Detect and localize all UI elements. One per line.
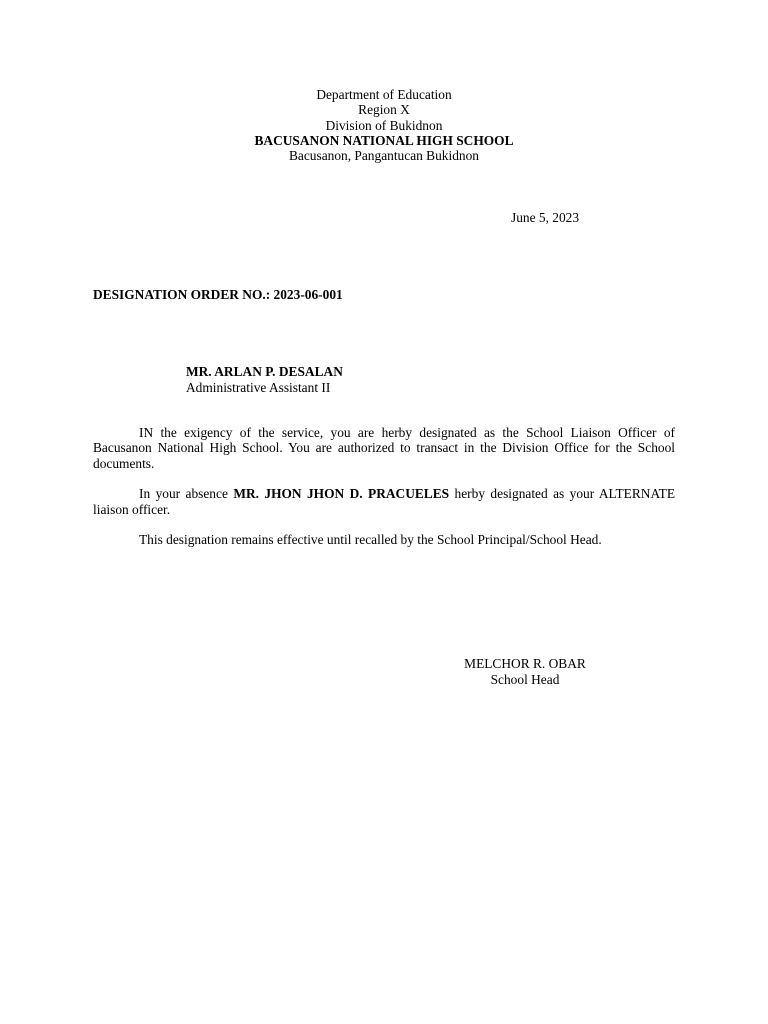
body-paragraph-3: This designation remains effective until recalled by the School Principal/School Head. (139, 532, 602, 548)
paragraph-2-rest: herby designated as your ALTERNATE liaison officer. (93, 486, 676, 517)
alternate-officer-name: MR. JHON JHON D. PRACUELES (233, 486, 450, 502)
signatory-block (456, 656, 594, 688)
addressee-position: Administrative Assistant II (186, 380, 331, 395)
signatory-title: School Head (490, 672, 560, 687)
region-name: Region X (358, 102, 410, 118)
signatory-name: MELCHOR R. OBAR (464, 656, 586, 671)
order-number: DESIGNATION ORDER NO.: 2023-06-001 (93, 287, 343, 302)
addressee-name: MR. ARLAN P. DESALAN (186, 364, 343, 379)
paragraph-2-intro: In your absence (139, 486, 234, 502)
body-paragraph-1: IN the exigency of the service, you are herby designated as the School Liaison Officer of Bacusanon National High School. You are authorized to transact in the Division Office for the School documents. (93, 425, 675, 471)
body-paragraph-2 (93, 486, 675, 517)
addressee-block (186, 364, 343, 396)
document-date: June 5, 2023 (511, 210, 580, 225)
body-text (93, 425, 675, 562)
school-name: BACUSANON NATIONAL HIGH SCHOOL (254, 132, 514, 148)
school-address: Bacusanon, Pangantucan Bukidnon (288, 148, 480, 164)
department-name: Department of Education (316, 87, 452, 102)
division-name: Division of Bukidnon (325, 117, 443, 133)
letterhead (0, 87, 768, 163)
